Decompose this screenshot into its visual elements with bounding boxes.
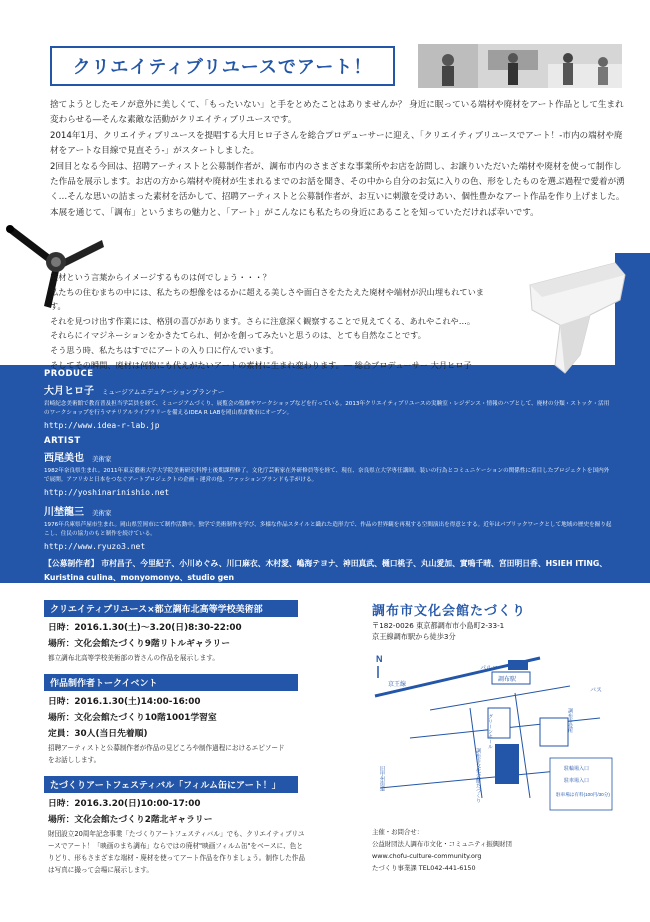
artist-heading: ARTIST: [44, 436, 81, 446]
event-row-label: 日時: [48, 799, 66, 809]
event-heading: 作品制作者トークイベント: [44, 674, 298, 691]
event-note: 財団設立20周年記念事業「たづくりアートフェスティバル」でも、クリエイティブリユースでアート！「映画のまち調布」ならではの廃材"映画フィルム缶"をベースに、色とりどり、形もさまざまな端材・廃材を使ってアート作品を作りましょう。制作した作品は写真に撮って会場に展示します。: [48, 830, 305, 874]
makers-list: 市村昌子、今里紀子、小川めぐみ、川口麻衣、木村愛、嶋海テヨナ、神田真武、樋口桃子、丸山愛加、實鳴千晴、宮田明日香、HSIEH ITING、Kuristina culina、monyomonyo、studio gen: [44, 559, 608, 582]
event-row-value: 文化会館たづくり2階北ギャラリー: [74, 815, 213, 825]
artist2-role: 美術家: [92, 509, 112, 517]
producer-url[interactable]: http://www.idea-r-lab.jp: [44, 421, 160, 430]
map-chofu-eki: 調布駅: [498, 677, 517, 683]
artist2-name: 川埜龍三: [44, 507, 84, 518]
access-map: [370, 648, 620, 818]
event-heading: たづくりアートフェスティバル「フィルム缶にアート！」: [44, 776, 298, 793]
quote-line: それらにイマジネーションをかきたてられ、何かを創ってみたいと思うのは、とても自然なことです。: [50, 330, 426, 341]
map-legend-2: 駐車場入口: [564, 778, 590, 784]
artist1-desc: 1982年奈良県生まれ。2011年東京藝術大学大学院美術研究科博士後期課程修了。文化庁芸術家在外研修員等を経て、現在、奈良県立大学専任講師。装いの行為とコミュニケーションの関係性に着目したプロジェクトを国内外で展開。アフリカと日本をつなぐアートプロジェクトの企画・運営の他、ファッションブランドも手がける。: [44, 468, 610, 483]
event-details: [48, 796, 348, 876]
event-row-label: 日時: [48, 697, 66, 707]
foam-object-image: [520, 255, 630, 375]
producer-name-text: 大月ヒロ子: [44, 386, 94, 397]
intro-text: [50, 98, 625, 221]
contact: [372, 826, 512, 874]
page-title: クリエイティブリユースでアート！: [72, 57, 373, 78]
map-koshu: 旧甲州街道: [379, 766, 385, 791]
map-city-hall: 調布市役所: [567, 708, 573, 733]
artist1-name: 西尾美也: [44, 453, 84, 464]
venue-title: 調布市文化会館たづくり: [372, 604, 527, 619]
event-heading: クリエイティブリユース×都立調布北高等学校美術部: [44, 600, 298, 617]
venue-access-line: 京王線調布駅から徒歩3分: [372, 632, 456, 641]
venue-address-line: 〒182-0026 東京都調布市小島町2-33-1: [372, 621, 505, 630]
credits: [44, 365, 614, 585]
event-note: 招聘アーティストと公募制作者が作品の見どころや制作過程におけるエピソードをお話しします。: [48, 744, 285, 764]
intro-paragraph: 捨てようとしたモノが意外に美しくて、「もったいない」と手をとめたことはありませんか？ 身近に眠っている端材や廃材をアート作品として生まれ変わらせる―そんな素敵な活動がクリエイティブリユースです。: [50, 100, 624, 126]
map-green-hall: グリーンホール: [487, 714, 493, 749]
event-row-value: 文化会館たづくり9階リトルギャラリー: [74, 639, 231, 649]
event-row: 日時：2016.3.20(日)10:00-17:00: [48, 799, 201, 809]
quote-line: そう思う時、私たちはすでにアートの入り口に佇んでいます。: [50, 344, 279, 355]
event-row: 日時：2016.1.30(土)14:00-16:00: [48, 697, 201, 707]
event-row-value: 30人(当日先着順): [74, 729, 148, 739]
map-legend-1: 駐輪場入口: [564, 766, 590, 772]
producer-quote: [50, 270, 490, 372]
makers-label: 【公募制作者】: [44, 559, 99, 568]
event-row-label: 場所: [48, 639, 66, 649]
event-row-label: 場所: [48, 713, 66, 723]
event-row: 定員：30人(当日先着順): [48, 729, 148, 739]
event-row-value: 2016.1.30(土)～3.20(日)8:30-22:00: [74, 623, 242, 633]
event-row-label: 日時: [48, 623, 66, 633]
event-row-value: 2016.3.20(日)10:00-17:00: [74, 799, 201, 809]
venue-address: [372, 620, 504, 642]
quote-line: 廃材という言葉からイメージするものは何でしょう・・・？: [50, 272, 271, 282]
map-north: N: [376, 654, 383, 664]
event-row: 場所：文化会館たづくり9階リトルギャラリー: [48, 639, 231, 649]
event-details: [48, 620, 348, 664]
event-row-label: 定員: [48, 729, 66, 739]
event-row: 場所：文化会館たづくり10階1001学習室: [48, 713, 217, 723]
event-details: [48, 694, 348, 766]
map-station: 京王線: [388, 682, 407, 688]
event-row-value: 文化会館たづくり10階1001学習室: [74, 713, 217, 723]
artist2-desc: 1976年兵庫県芦屋市生まれ。岡山県笠岡市にて制作活動中。独学で美術制作を学び、多様な作品スタイルと織れた造形力で、作品の世界観を再現する空間演出を得意とする。近年はパブリックワークとして地域の歴史を掘り起こし、住民の協力のもと制作を続けている。: [44, 522, 612, 537]
map-bus: バス: [590, 688, 603, 694]
map-legend-3: 駐車場は有料(100円/30分): [556, 792, 610, 797]
contact-url[interactable]: www.chofu-culture-community.org: [372, 852, 482, 860]
artist1-url[interactable]: http://yoshinarinishio.net: [44, 488, 170, 497]
makers: [44, 557, 614, 585]
quote-line: そしてその瞬間、廃材は何物にも代えがたいアートの素材に生まれ変わります。― 総合プロデューサー 大月ヒロ子: [50, 359, 472, 370]
event-row: 日時：2016.1.30(土)～3.20(日)8:30-22:00: [48, 623, 242, 633]
quote-line: 私たちの住むまちの中には、私たちの想像をはるかに超える美しさや面白さをたたえた廃材や端材が沢山埋もれています。: [50, 286, 484, 312]
producer-desc: 岩崎紀念美術館で教育普及担当学芸員を経て、ミュージアムづくり、展覧会の監修やワークショップなどを行っている。2013年クリエイティブリユースの実験室・レジデンス・情報のハブとして、廃材の分類・ストック・活用のワークショップを行うマテリアルライブラリーを備えるIDEA R LABを岡山県倉敷市にオープン。: [44, 401, 610, 416]
artist-name: [44, 449, 614, 464]
intro-paragraph: 2014年1月、クリエイティブリユースを提唱する大月ヒロ子さんを総合プロデューサーに迎え、「クリエイティブリユースでアート！-市内の端材や廃材をアートな目線で見直そう-」がスタートしました。: [50, 130, 623, 157]
artist-name: [44, 503, 614, 518]
map-parco: パルコ: [480, 666, 499, 672]
produce-heading: PRODUCE: [44, 369, 94, 379]
contact-label: 主催・お問合せ：: [372, 828, 424, 836]
contact-tel: たづくり事業課 TEL042-441-6150: [372, 864, 476, 872]
title-box: [50, 46, 395, 86]
producer-name: [44, 382, 614, 397]
event-note: 都立調布北高等学校美術部の皆さんの作品を展示します。: [48, 654, 219, 662]
artist2-url[interactable]: http://www.ryuzo3.net: [44, 542, 146, 551]
workshop-photo: [418, 44, 622, 88]
contact-org: 公益財団法人調布市文化・コミュニティ振興財団: [372, 840, 512, 848]
event-row-label: 場所: [48, 815, 66, 825]
map-tazukuri: 調布市文化会館たづくり: [475, 748, 481, 803]
event-row: 場所：文化会館たづくり2階北ギャラリー: [48, 815, 213, 825]
event-row-value: 2016.1.30(土)14:00-16:00: [74, 697, 201, 707]
intro-paragraph: 本展を通じて、「調布」というまちの魅力と、「アート」がこんなにも私たちの身近にあることを知っていただければ幸いです。: [50, 207, 539, 218]
intro-paragraph: 2回目となる今回は、招聘アーティストと公募制作者が、調布市内のさまざまな事業所やお店を訪問し、お譲りいただいた端材や廃材を使って制作した作品を展示します。お店の方から端材や廃材が生まれるまでのお話を聞き、その中から自分のお気に入りの色、形をしたものを選ぶ過程で愛着が湧く…そんな思いの詰まった素材を活かして、招聘アーティストと公募制作者が、お互いに刺激を受けあい、個性豊かなアート作品を作り上げました。: [50, 161, 625, 203]
artist1-role: 美術家: [92, 455, 112, 463]
quote-line: それを見つけ出す作業には、格別の喜びがあります。さらに注意深く観察することで見えてくる、あれやこれや…。: [50, 315, 476, 326]
producer-role: ミュージアムエデュケーションプランナー: [102, 388, 225, 396]
